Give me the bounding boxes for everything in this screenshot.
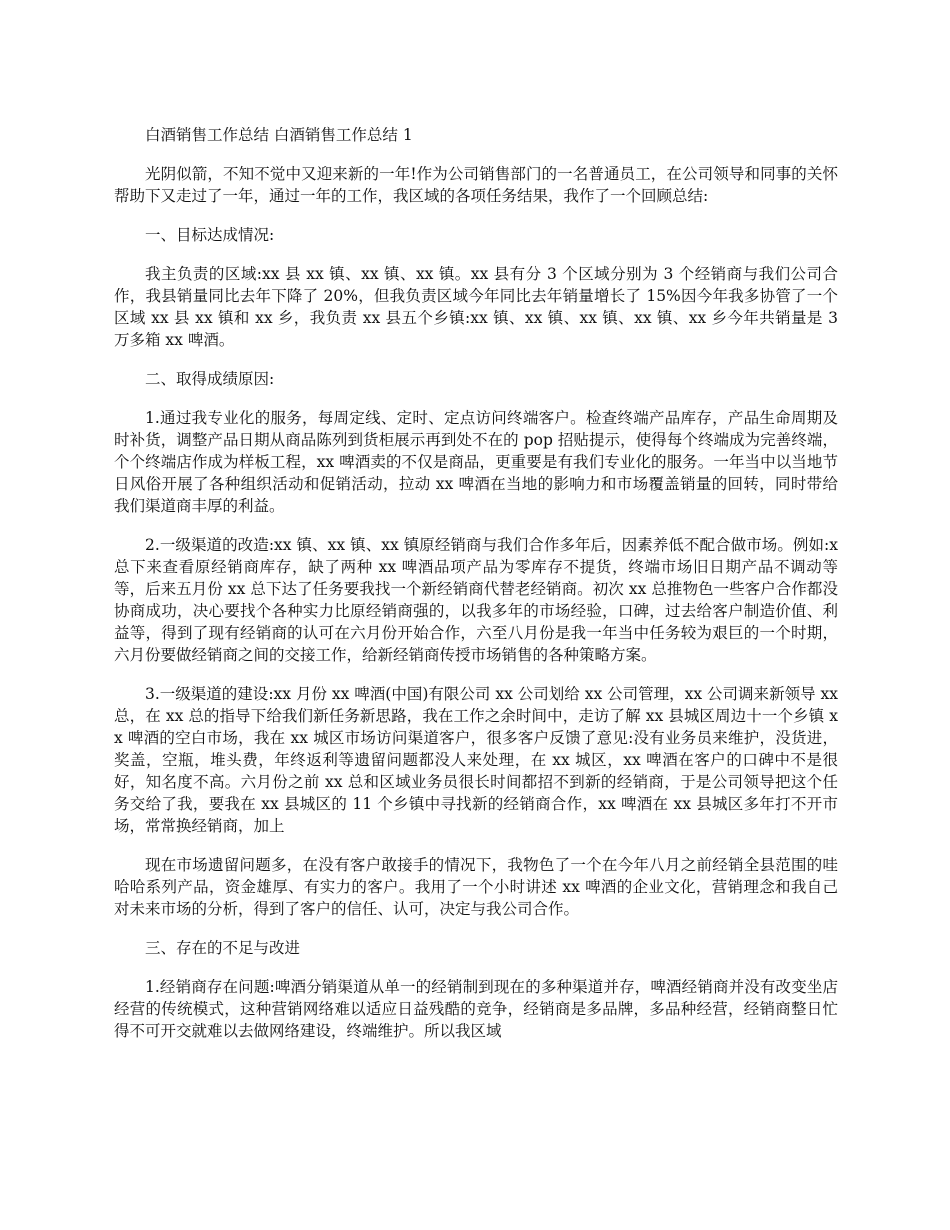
section1-heading: 一、目标达成情况: bbox=[145, 226, 275, 244]
section2-item3-paragraph: 3.一级渠道的建设:xx 月份 xx 啤酒(中国)有限公司 xx 公司划给 xx 公司管理，xx 公司调来新领导 xx 总，在 xx 总的指导下给我们新任务新思路，我在工作之余时间中，走访了解 xx 县城区周边十一个乡镇 xx 啤酒的空白市场，我在 xx 城区市场访问渠道客户，很多客户反馈了意见:没有业务员来维护，没货进，奖盖，空瓶，堆头费，年终返利等遗留问题都没人来处理，在 xx 城区，xx 啤酒在客户的口碑中不是很好，知名度不高。六月份之前 xx 总和区域业务员很长时间都招不到新的经销商，于是公司领导把这个任务交给了我，要我在 xx 县城区的 11 个乡镇中寻找新的经销商合作，xx 啤酒在 xx 县城区多年打不开市场，常常换经销商，加上 bbox=[114, 685, 838, 835]
document-title: 白酒销售工作总结 白酒销售工作总结 1 bbox=[145, 126, 413, 144]
section2-item1-paragraph: 1.通过我专业化的服务，每周定线、定时、定点访问终端客户。检查终端产品库存，产品生命周期及时补货，调整产品日期从商品陈列到货柜展示再到处不在的 pop 招贴提示，使得每个终端成为完善终端，个个终端店作成为样板工程，xx 啤酒卖的不仅是商品，更重要是有我们专业化的服务。一年当中以当地节日风俗开展了各种组织活动和促销活动，拉动 xx 啤酒在当地的影响力和市场覆盖销量的回转，同时带给我们渠道商丰厚的利益。 bbox=[114, 409, 838, 515]
section2-item2-paragraph: 2.一级渠道的改造:xx 镇、xx 镇、xx 镇原经销商与我们合作多年后，因素养低不配合做市场。例如:x 总下来查看原经销商库存，缺了两种 xx 啤酒品项产品为零库存不提货，终端市场旧日期产品不调动等等，后来五月份 xx 总下达了任务要我找一个新经销商代替老经销商。初次 xx 总推物色一些客户合作都没协商成功，决心要找个各种实力比原经销商强的，以我多年的市场经验，口碑，过去给客户制造价值、利益等，得到了现有经销商的认可在六月份开始合作，六至八月份是我一年当中任务较为艰巨的一个时期，六月份要做经销商之间的交接工作，给新经销商传授市场销售的各种策略方案。 bbox=[114, 536, 838, 664]
intro-paragraph: 光阴似箭，不知不觉中又迎来新的一年!作为公司销售部门的一名普通员工，在公司领导和同事的关怀帮助下又走过了一年，通过一年的工作，我区域的各项任务结果，我作了一个回顾总结: bbox=[114, 165, 838, 205]
section2-item3-continuation-paragraph: 现在市场遗留问题多，在没有客户敢接手的情况下，我物色了一个在今年八月之前经销全县范围的哇哈哈系列产品，资金雄厚、有实力的客户。我用了一个小时讲述 xx 啤酒的企业文化，营销理念和我自己对未来市场的分析，得到了客户的信任、认可，决定与我公司合作。 bbox=[114, 856, 838, 918]
section3-item1-paragraph: 1.经销商存在问题:啤酒分销渠道从单一的经销制到现在的多种渠道并存，啤酒经销商并没有改变坐店经营的传统模式，这种营销网络难以适应日益残酷的竞争，经销商是多品牌，多品种经营，经销商整日忙得不可开交就难以去做网络建设，终端维护。所以我区域 bbox=[114, 978, 838, 1040]
section1-paragraph: 我主负责的区域:xx 县 xx 镇、xx 镇、xx 镇。xx 县有分 3 个区域分别为 3 个经销商与我们公司合作，我县销量同比去年下降了 20%，但我负责区域今年同比去年销量增长了 15%因今年我多协管了一个区域 xx 县 xx 镇和 xx 乡，我负责 xx 县五个乡镇:xx 镇、xx 镇、xx 镇、xx 镇、xx 乡今年共销量是 3 万多箱 xx 啤酒。 bbox=[114, 265, 838, 349]
section3-heading: 三、存在的不足与改进 bbox=[145, 939, 301, 957]
section2-heading: 二、取得成绩原因: bbox=[145, 370, 275, 388]
